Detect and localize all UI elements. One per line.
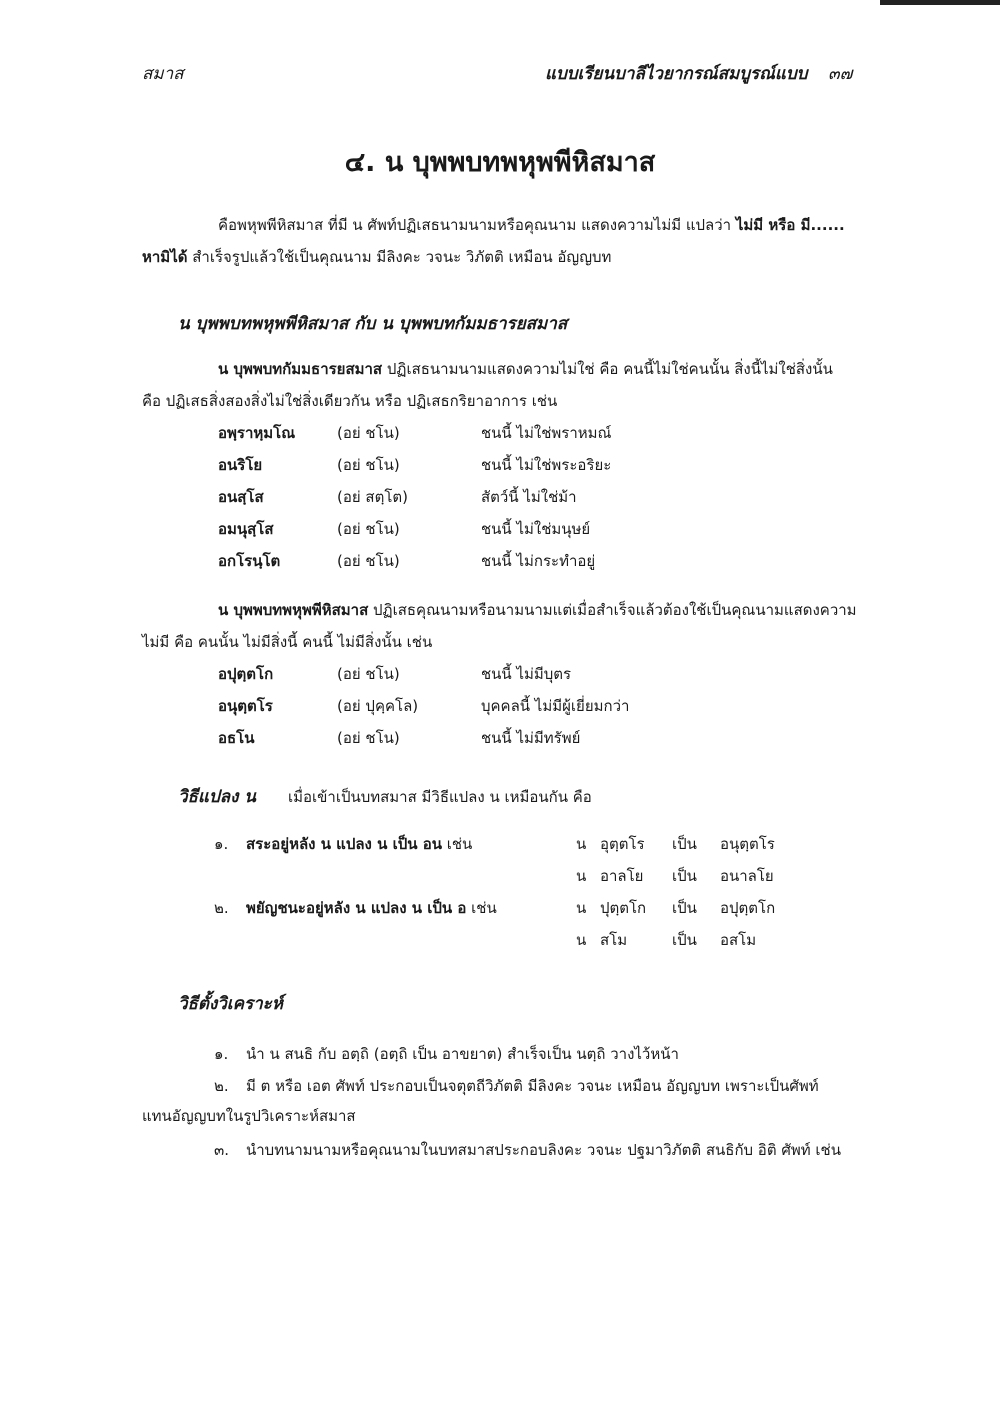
example-meaning: ชนนี้ ไม่มีทรัพย์ bbox=[481, 729, 581, 747]
intro-line-1 bbox=[218, 213, 845, 237]
transform-source: ปุตฺตโก bbox=[600, 899, 647, 917]
intro-line-2 bbox=[142, 245, 611, 269]
rule-number: ๑. bbox=[214, 835, 229, 853]
example-word: อปุตฺตโก bbox=[218, 665, 274, 683]
conversion-intro: เมื่อเข้าเป็นบทสมาส มีวิธีแปลง น เหมือนกัน คือ bbox=[288, 788, 592, 806]
section-heading-conversion: วิธีแปลง น bbox=[178, 787, 256, 807]
transform-n: น bbox=[576, 835, 587, 853]
example-meaning: ชนนี้ ไม่กระทำอยู่ bbox=[481, 552, 596, 570]
analysis-number: ๑. bbox=[214, 1045, 229, 1063]
page-title: ๔. น บุพพบทพหุพพีหิสมาส bbox=[344, 147, 656, 178]
running-header-right: แบบเรียนบาลีไวยากรณ์สมบูรณ์แบบ bbox=[545, 64, 808, 84]
example-word: อนุตฺตโร bbox=[218, 697, 273, 715]
transform-n: น bbox=[576, 899, 587, 917]
example-note: (อย่ ปุคฺคโล) bbox=[337, 697, 419, 715]
rule-2-text: พยัญชนะอยู่หลัง น แปลง น เป็น อ bbox=[246, 899, 467, 917]
rule-2-suffix: เช่น bbox=[466, 899, 497, 917]
transform-op: เป็น bbox=[672, 835, 697, 853]
para2-line-1 bbox=[218, 598, 857, 622]
example-word: อพฺราหฺมโณ bbox=[218, 424, 296, 442]
rule-1 bbox=[246, 832, 472, 856]
analysis-item-2-cont: แทนอัญญบทในรูปวิเคราะห์สมาส bbox=[142, 1107, 356, 1125]
para1-text: ปฏิเสธนามนามแสดงความไม่ใช่ คือ คนนี้ไม่ใช่คนนั้น สิ่งนี้ไม่ใช่สิ่งนั้น bbox=[382, 360, 833, 378]
rule-number: ๒. bbox=[214, 899, 229, 917]
example-note: (อย่ ชโน) bbox=[337, 424, 400, 442]
transform-op: เป็น bbox=[672, 867, 697, 885]
example-word: อมนุสฺโส bbox=[218, 520, 274, 538]
transform-result: อนุตฺตโร bbox=[720, 835, 775, 853]
transform-source: อุตฺตโร bbox=[600, 835, 645, 853]
para2-text: ปฏิเสธคุณนามหรือนามนามแต่เมื่อสำเร็จแล้วต้องใช้เป็นคุณนามแสดงความ bbox=[368, 601, 857, 619]
example-note: (อย่ ชโน) bbox=[337, 552, 400, 570]
running-header-left: สมาส bbox=[142, 64, 184, 84]
intro-emphasis-2: หามิได้ bbox=[142, 248, 188, 266]
example-note: (อย่ ชโน) bbox=[337, 729, 400, 747]
example-meaning: ชนนี้ ไม่ใช่พราหมณ์ bbox=[481, 424, 612, 442]
example-word: อนสฺโส bbox=[218, 488, 264, 506]
analysis-item-3: นำบทนามนามหรือคุณนามในบทสมาสประกอบลิงคะ วจนะ ปฐมาวิภัตติ สนธิกับ อิติ ศัพท์ เช่น bbox=[246, 1141, 841, 1159]
rule-1-text: สระอยู่หลัง น แปลง น เป็น อน bbox=[246, 835, 442, 853]
analysis-item-1: นำ น สนธิ กับ อตฺถิ (อตฺถิ เป็น อาขยาต) สำเร็จเป็น นตฺถิ วางไว้หน้า bbox=[246, 1045, 679, 1063]
intro-text: คือพหุพพีหิสมาส ที่มี น ศัพท์ปฏิเสธนามนามหรือคุณนาม แสดงความไม่มี แปลว่า bbox=[218, 216, 736, 234]
example-note: (อย่ สตฺโต) bbox=[337, 488, 408, 506]
example-note: (อย่ ชโน) bbox=[337, 456, 400, 474]
rule-1-suffix: เช่น bbox=[441, 835, 473, 853]
transform-source: อาลโย bbox=[600, 867, 644, 885]
transform-result: อสโม bbox=[720, 931, 757, 949]
analysis-number: ๒. bbox=[214, 1077, 229, 1095]
transform-n: น bbox=[576, 931, 587, 949]
example-meaning: ชนนี้ ไม่ใช่พระอริยะ bbox=[481, 456, 612, 474]
section-heading-comparison: น บุพพบทพหุพพีหิสมาส กับ น บุพพบทกัมมธารยสมาส bbox=[178, 314, 568, 334]
transform-result: อปุตฺตโก bbox=[720, 899, 776, 917]
transform-op: เป็น bbox=[672, 899, 697, 917]
analysis-item-2: มี ต หรือ เอต ศัพท์ ประกอบเป็นจตุตถีวิภัตติ มีลิงคะ วจนะ เหมือน อัญญบท เพราะเป็นศัพท์ bbox=[246, 1077, 819, 1095]
transform-n: น bbox=[576, 867, 587, 885]
example-meaning: ชนนี้ ไม่มีบุตร bbox=[481, 665, 572, 683]
intro-text-2: สำเร็จรูปแล้วใช้เป็นคุณนาม มีลิงคะ วจนะ วิภัตติ เหมือน อัญญบท bbox=[187, 248, 612, 266]
example-note: (อย่ ชโน) bbox=[337, 665, 400, 683]
example-word: อกโรนฺโต bbox=[218, 552, 281, 570]
section-heading-analysis: วิธีตั้งวิเคราะห์ bbox=[178, 994, 284, 1014]
para2-line-2: ไม่มี คือ คนนั้น ไม่มีสิ่งนี้ คนนี้ ไม่มีสิ่งนั้น เช่น bbox=[142, 633, 433, 651]
example-meaning: บุคคลนี้ ไม่มีผู้เยี่ยมกว่า bbox=[481, 697, 630, 715]
transform-source: สโม bbox=[600, 931, 628, 949]
top-edge-bar bbox=[880, 0, 1000, 5]
rule-2 bbox=[246, 896, 497, 920]
para1-line-1 bbox=[218, 357, 833, 381]
example-word: อธโน bbox=[218, 729, 255, 747]
page-number: ๓๗ bbox=[828, 64, 853, 84]
example-note: (อย่ ชโน) bbox=[337, 520, 400, 538]
intro-emphasis: ไม่มี หรือ มี...... bbox=[735, 216, 845, 234]
para1-line-2: คือ ปฏิเสธสิ่งสองสิ่งไม่ใช่สิ่งเดียวกัน หรือ ปฏิเสธกริยาอาการ เช่น bbox=[142, 392, 558, 410]
para1-term: น บุพพบทกัมมธารยสมาส bbox=[218, 360, 383, 378]
para2-term: น บุพพบทพหุพพีหิสมาส bbox=[218, 601, 369, 619]
example-meaning: ชนนี้ ไม่ใช่มนุษย์ bbox=[481, 520, 591, 538]
transform-result: อนาลโย bbox=[720, 867, 774, 885]
example-meaning: สัตว์นี้ ไม่ใช่ม้า bbox=[481, 488, 577, 506]
analysis-number: ๓. bbox=[214, 1141, 230, 1159]
transform-op: เป็น bbox=[672, 931, 697, 949]
example-word: อนริโย bbox=[218, 456, 263, 474]
